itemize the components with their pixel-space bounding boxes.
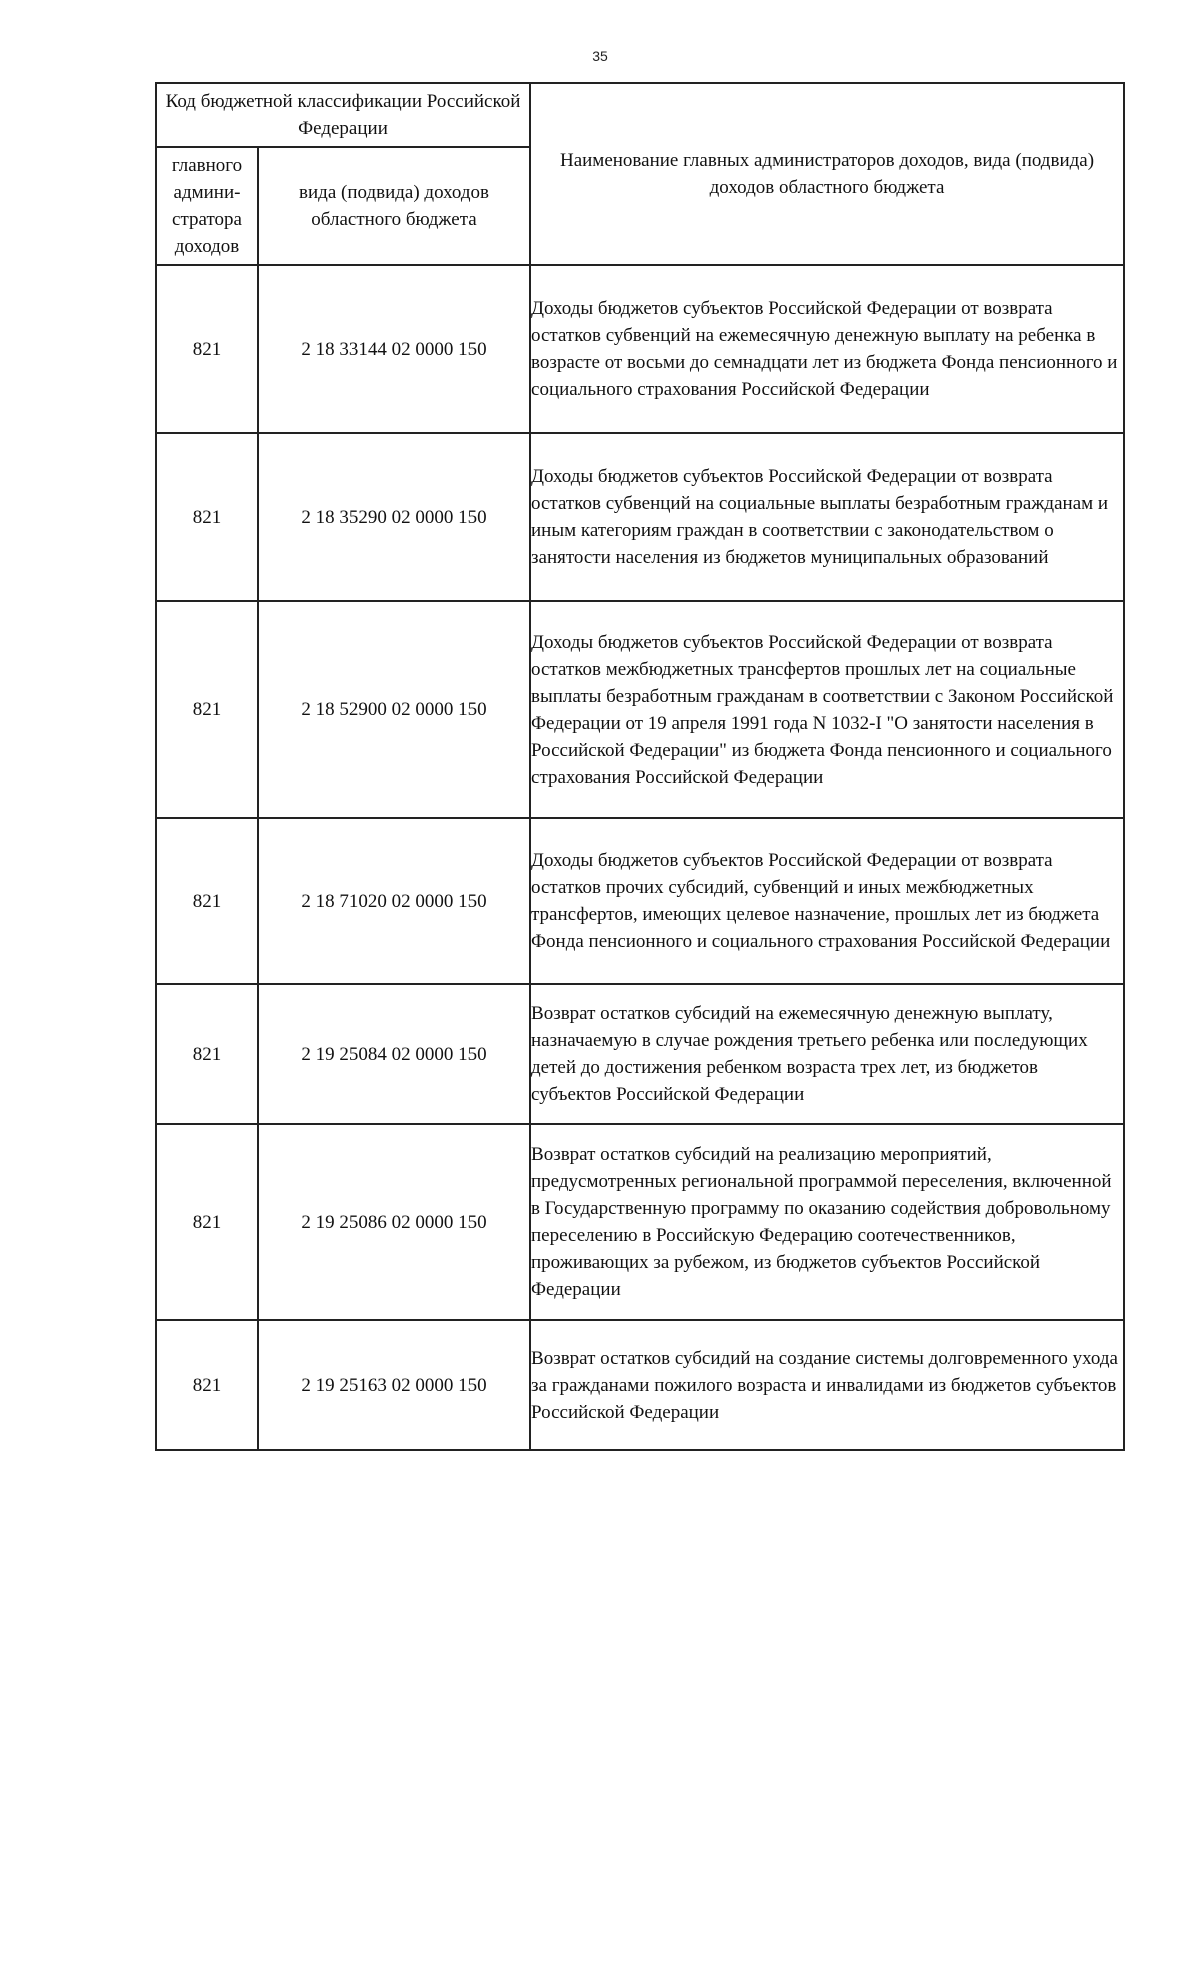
revenue-code-cell: 2 18 71020 02 0000 150 (258, 818, 530, 984)
table-row (156, 433, 1124, 601)
budget-classification-table (155, 82, 1125, 1451)
admin-code-cell: 821 (156, 433, 258, 601)
revenue-code-cell: 2 19 25084 02 0000 150 (258, 984, 530, 1124)
table-row (156, 1124, 1124, 1320)
revenue-name-cell: Возврат остатков субсидий на создание системы долговременного ухода за гражданами пожилого возраста и инвалидами из бюджетов субъектов Российской Федерации (530, 1320, 1124, 1450)
table-row (156, 265, 1124, 433)
header-group-title: Код бюджетной классификации Российской Федерации (156, 83, 530, 147)
revenue-name-cell: Доходы бюджетов субъектов Российской Федерации от возврата остатков субвенций на ежемесячную денежную выплату на ребенка в возрасте от восьми до семнадцати лет из бюджета Фонда пенсионного и социального страхования Российской Федерации (530, 265, 1124, 433)
revenue-code-cell: 2 19 25086 02 0000 150 (258, 1124, 530, 1320)
table-row (156, 818, 1124, 984)
revenue-code-cell: 2 18 35290 02 0000 150 (258, 433, 530, 601)
revenue-code-cell: 2 18 33144 02 0000 150 (258, 265, 530, 433)
admin-code-cell: 821 (156, 1320, 258, 1450)
table-row (156, 984, 1124, 1124)
admin-code-cell: 821 (156, 984, 258, 1124)
page-number: 35 (592, 48, 608, 64)
header-code-column: вида (подвида) доходов областного бюджета (258, 147, 530, 265)
revenue-code-cell: 2 19 25163 02 0000 150 (258, 1320, 530, 1450)
table-row (156, 1320, 1124, 1450)
header-name-column: Наименование главных администраторов доходов, вида (подвида) доходов областного бюджета (530, 83, 1124, 265)
revenue-name-cell: Возврат остатков субсидий на реализацию мероприятий, предусмотренных региональной программой переселения, включенной в Государственную программу по оказанию содействия добровольному переселению в Российскую Федерацию соотечественников, проживающих за рубежом, из бюджетов субъектов Российской Федерации (530, 1124, 1124, 1320)
admin-code-cell: 821 (156, 265, 258, 433)
revenue-code-cell: 2 18 52900 02 0000 150 (258, 601, 530, 818)
header-admin-column: главного админи-стратора доходов (156, 147, 258, 265)
revenue-name-cell: Доходы бюджетов субъектов Российской Федерации от возврата остатков прочих субсидий, субвенций и иных межбюджетных трансфертов, имеющих целевое назначение, прошлых лет из бюджета Фонда пенсионного и социального страхования Российской Федерации (530, 818, 1124, 984)
revenue-name-cell: Доходы бюджетов субъектов Российской Федерации от возврата остатков межбюджетных трансфертов прошлых лет на социальные выплаты безработным гражданам в соответствии с Законом Российской Федерации от 19 апреля 1991 года N 1032-I "О занятости населения в Российской Федерации" из бюджета Фонда пенсионного и социального страхования Российской Федерации (530, 601, 1124, 818)
revenue-name-cell: Доходы бюджетов субъектов Российской Федерации от возврата остатков субвенций на социальные выплаты безработным гражданам и иным категориям граждан в соответствии с законодательством о занятости населения из бюджетов муниципальных образований (530, 433, 1124, 601)
admin-code-cell: 821 (156, 1124, 258, 1320)
table-row (156, 601, 1124, 818)
admin-code-cell: 821 (156, 601, 258, 818)
admin-code-cell: 821 (156, 818, 258, 984)
revenue-name-cell: Возврат остатков субсидий на ежемесячную денежную выплату, назначаемую в случае рождения третьего ребенка или последующих детей до достижения ребенком возраста трех лет, из бюджетов субъектов Российской Федерации (530, 984, 1124, 1124)
